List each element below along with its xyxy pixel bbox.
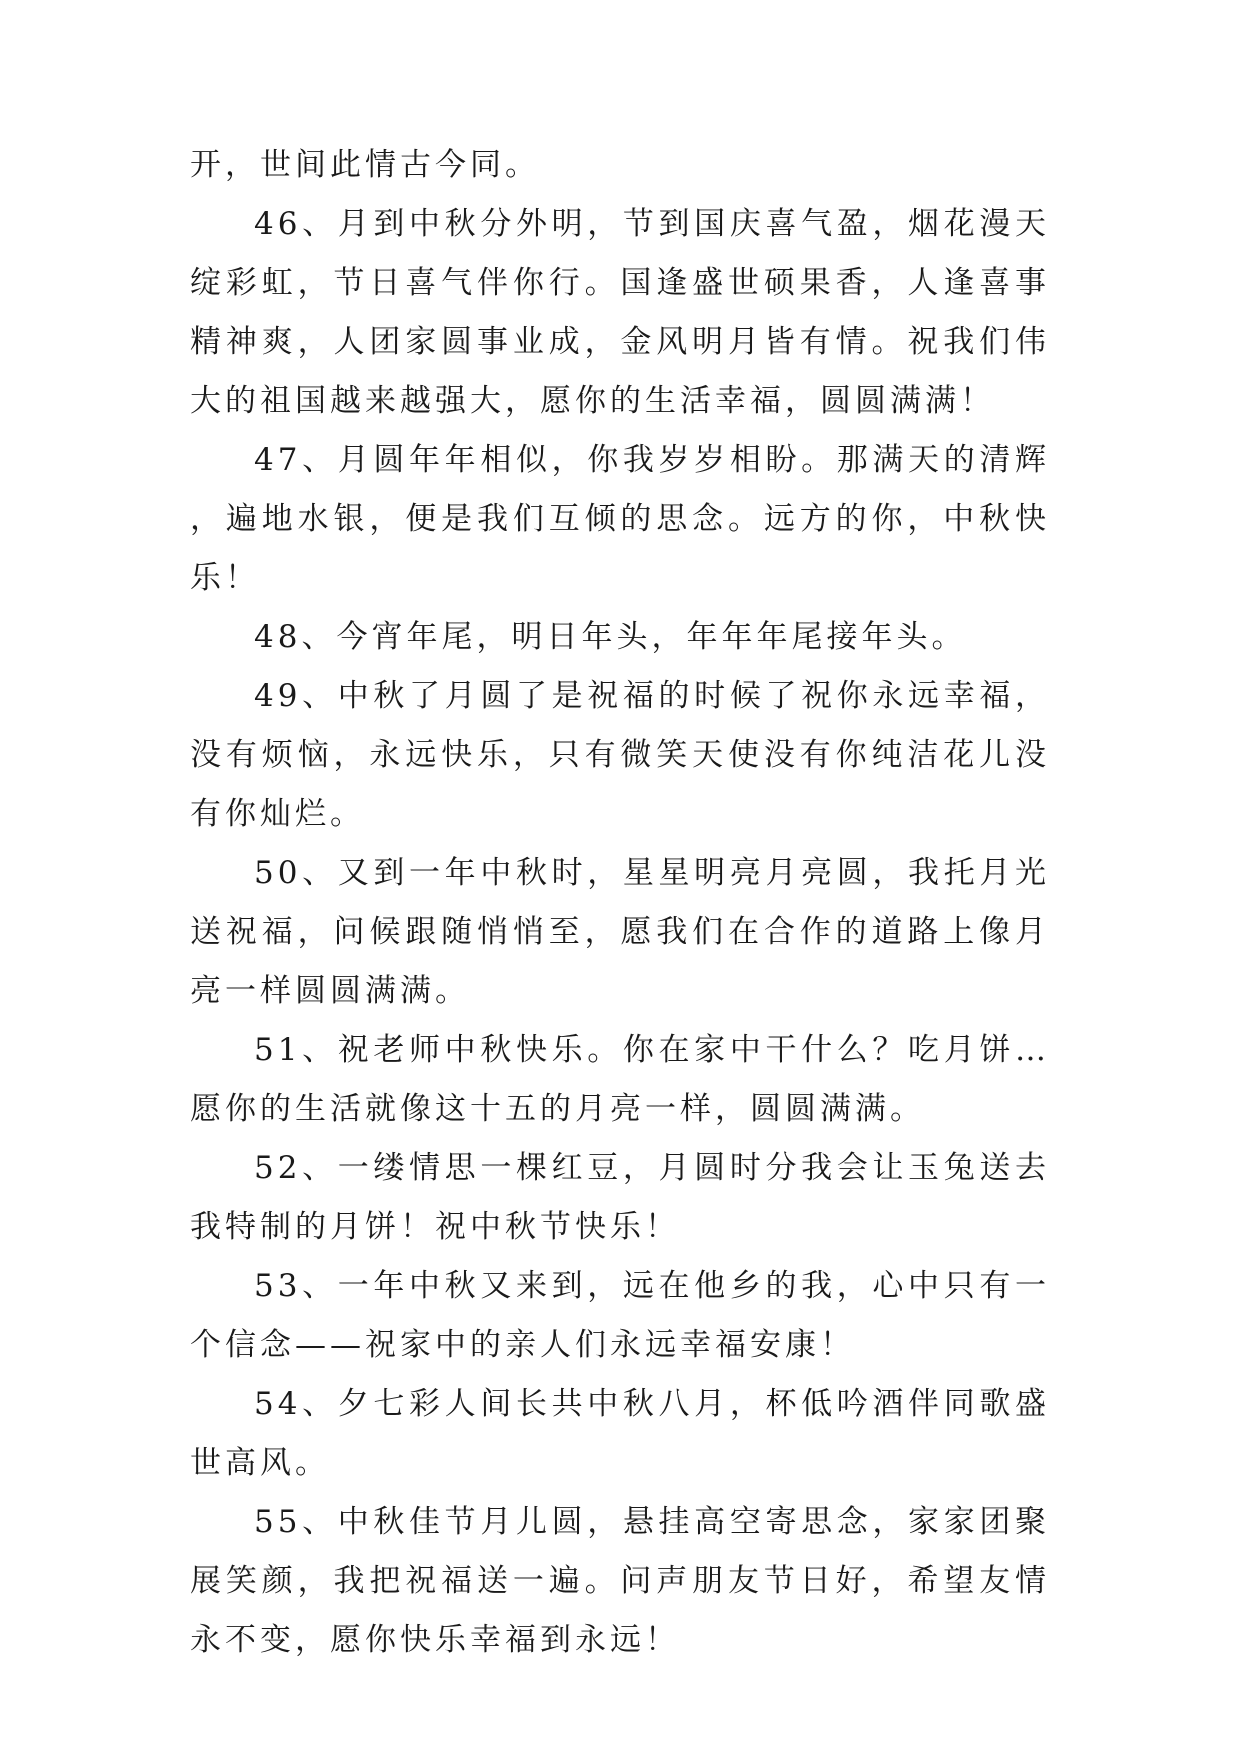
paragraph-47: 47、月圆年年相似，你我岁岁相盼。那满天的清辉，遍地水银，便是我们互倾的思念。远方的你，中秋快乐！ [190, 442, 1050, 596]
paragraph-50: 50、又到一年中秋时，星星明亮月亮圆，我托月光送祝福，问候跟随悄悄至，愿我们在合作的道路上像月亮一样圆圆满满。 [190, 855, 1050, 1009]
paragraph-49: 49、中秋了月圆了是祝福的时候了祝你永远幸福，没有烦恼，永远快乐，只有微笑天使没有你纯洁花儿没有你灿烂。 [190, 678, 1050, 832]
paragraph-continuation: 开，世间此情古今同。 [190, 147, 540, 183]
paragraph-54: 54、夕七彩人间长共中秋八月，杯低吟酒伴同歌盛世高风。 [190, 1386, 1050, 1481]
document-body [190, 136, 1050, 1670]
paragraph-46: 46、月到中秋分外明，节到国庆喜气盈，烟花漫天绽彩虹，节日喜气伴你行。国逢盛世硕果香，人逢喜事精神爽，人团家圆事业成，金风明月皆有情。祝我们伟大的祖国越来越强大，愿你的生活幸福，圆圆满满！ [190, 206, 1050, 419]
paragraph-51: 51、祝老师中秋快乐。你在家中干什么？吃月饼…愿你的生活就像这十五的月亮一样，圆圆满满。 [190, 1032, 1050, 1127]
paragraph-53: 53、一年中秋又来到，远在他乡的我，心中只有一个信念——祝家中的亲人们永远幸福安康！ [190, 1268, 1050, 1363]
paragraph-48: 48、今宵年尾，明日年头，年年年尾接年头。 [254, 619, 967, 655]
paragraph-55: 55、中秋佳节月儿圆，悬挂高空寄思念，家家团聚展笑颜，我把祝福送一遍。问声朋友节日好，希望友情永不变，愿你快乐幸福到永远！ [190, 1504, 1050, 1658]
paragraph-52: 52、一缕情思一棵红豆，月圆时分我会让玉兔送去我特制的月饼！祝中秋节快乐！ [190, 1150, 1050, 1245]
